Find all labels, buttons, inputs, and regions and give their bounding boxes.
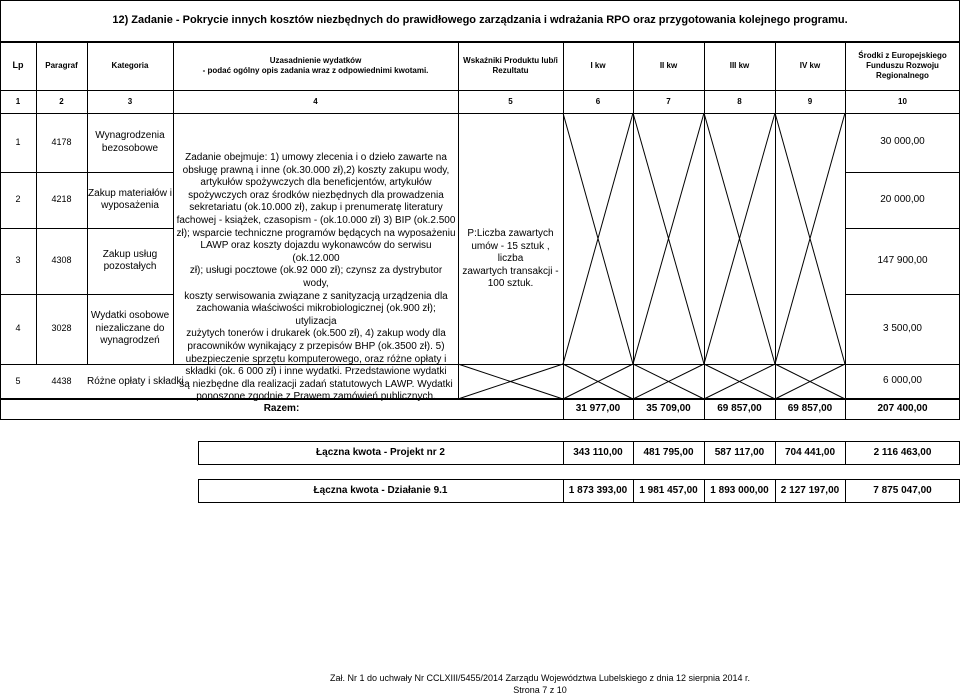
header-paragraf: Paragraf xyxy=(45,61,78,70)
colnum: 6 xyxy=(595,96,601,106)
row4-srodki: 3 500,00 xyxy=(883,322,922,334)
projekt-ikw: 343 110,00 xyxy=(573,446,623,458)
razem-ikw: 31 977,00 xyxy=(575,403,621,415)
header-kategoria: Kategoria xyxy=(111,61,149,70)
row3-kategoria: Zakup usług pozostałych xyxy=(102,248,158,272)
dzialanie-label: Łączna kwota - Działanie 9.1 xyxy=(313,484,448,496)
colnum: 4 xyxy=(313,96,318,106)
description: Zadanie obejmuje: 1) umowy zlecenia i o dzieło zawarte na obsługę prawną i inne (ok.30.000 zł),2) koszty zakupu wody, artykułów spożywczych dla beneficjentów, artykułów spożywczych oraz środków niezbędnych dla prowadzenia sekretariatu (ok.10.000 zł), zakup i prenumeratę literatury fachowej - książek, czasopism - (ok.10.000 zł) 3) BIP (ok.2.500 zł); wsparcie techniczne programów będących na wyposażeniu LAWP oraz koszty dojazdu wykonawców do serwisu (ok.12.000 zł); usługi pocztowe (ok.92 000 zł); czynsz za dystrybutor wody, koszty serwisowania związane z sanityzacją urządzenia dla zachowania właściwości mikrobiologicznej (ok.900 zł); utylizacja zużytych tonerów i drukarek (ok.500 zł), 4) zakup wody dla pracowników wynikający z przepisów BHP (ok.3500 zł). 5) ubezpieczenie sprzętu komputerowego, oraz różne opłaty i składki (ok. 6 000 zł) i inne wydatki. Przedstawione wydatki są niezbędne dla realizacji zadań statutowych LAWP. Wydatki ponoszone zgodnie z Prawem zamówień publicznych. xyxy=(176,152,456,403)
not-applicable-marks xyxy=(563,113,845,399)
footer-attachment: Zał. Nr 1 do uchwały Nr CCLXIII/5455/2014 Zarządu Województwa Lubelskiego z dnia 12 sierpnia 2014 r. xyxy=(329,673,751,683)
razem-label: Razem: xyxy=(263,403,300,415)
dzialanie-srodki: 7 875 047,00 xyxy=(873,484,932,496)
razem-ivkw: 69 857,00 xyxy=(787,403,833,415)
header-ikw: I kw xyxy=(590,61,606,70)
footer xyxy=(0,672,960,696)
header-wskazniki: Wskaźniki Produktu lub/i Rezultatu xyxy=(463,56,558,75)
colnum: 3 xyxy=(127,96,133,106)
projekt-iikw: 481 795,00 xyxy=(643,446,694,458)
row2-srodki: 20 000,00 xyxy=(880,193,925,205)
header-srodki: Środki z Europejskiego Funduszu Rozwoju Regionalnego xyxy=(858,51,947,80)
page-title: 12) Zadanie - Pokrycie innych kosztów niezbędnych do prawidłowego zarządzania i wdrażania RPO oraz przygotowania kolejnego programu. xyxy=(112,14,848,27)
header-iiikw: III kw xyxy=(729,61,750,70)
row3-paragraf: 4308 xyxy=(51,255,72,266)
dzialanie-iiikw: 1 893 000,00 xyxy=(710,484,769,496)
projekt-ivkw: 704 441,00 xyxy=(784,446,836,458)
row1-srodki: 30 000,00 xyxy=(880,136,925,148)
row3-srodki: 147 900,00 xyxy=(877,254,928,266)
header-lp: Lp xyxy=(12,60,24,71)
colnum: 7 xyxy=(666,96,671,106)
row2-lp: 2 xyxy=(15,194,21,205)
dzialanie-ivkw: 2 127 197,00 xyxy=(780,484,840,496)
row1-kategoria: Wynagrodzenia bezosobowe xyxy=(95,130,165,154)
footer-page-number: Strona 7 z 10 xyxy=(513,685,567,695)
dzialanie-ikw: 1 873 393,00 xyxy=(568,484,628,496)
row4-kategoria: Wydatki osobowe niezaliczane do wynagrodzeń xyxy=(90,310,170,347)
row5-lp: 5 xyxy=(15,375,21,386)
row5-paragraf: 4438 xyxy=(51,375,72,386)
not-applicable-mark xyxy=(458,364,563,399)
row2-kategoria: Zakup materiałów i wyposażenia xyxy=(88,187,172,211)
header-iikw: II kw xyxy=(659,61,678,70)
razem-iikw: 35 709,00 xyxy=(646,403,691,415)
projekt-srodki: 2 116 463,00 xyxy=(873,446,932,458)
row1-lp: 1 xyxy=(15,136,21,147)
projekt-label: Łączna kwota - Projekt nr 2 xyxy=(316,446,445,458)
colnum: 10 xyxy=(898,96,907,106)
row5-srodki: 6 000,00 xyxy=(883,375,922,387)
razem-srodki: 207 400,00 xyxy=(877,403,928,415)
header-ivkw: IV kw xyxy=(799,61,821,70)
colnum: 5 xyxy=(508,96,513,106)
colnum: 9 xyxy=(807,96,813,106)
row4-paragraf: 3028 xyxy=(51,323,72,334)
colnum: 2 xyxy=(59,96,64,106)
row5-kategoria: Różne opłaty i składki xyxy=(87,376,184,387)
projekt-iiikw: 587 117,00 xyxy=(714,446,765,458)
row1-paragraf: 4178 xyxy=(51,136,72,147)
dzialanie-iikw: 1 981 457,00 xyxy=(639,484,698,496)
row4-lp: 4 xyxy=(15,323,21,334)
razem-iiikw: 69 857,00 xyxy=(717,403,762,415)
row3-lp: 3 xyxy=(15,255,21,266)
row2-paragraf: 4218 xyxy=(51,194,72,205)
colnum: 8 xyxy=(737,96,742,106)
header-uzasadnienie: Uzasadnienie wydatków - podać ogólny opis zadania wraz z odpowiednimi kwotami. xyxy=(202,56,429,75)
colnum: 1 xyxy=(15,96,21,106)
indicator: P:Liczba zawartych umów - 15 sztuk , liczba zawartych transakcji - 100 sztuk. xyxy=(462,228,559,289)
